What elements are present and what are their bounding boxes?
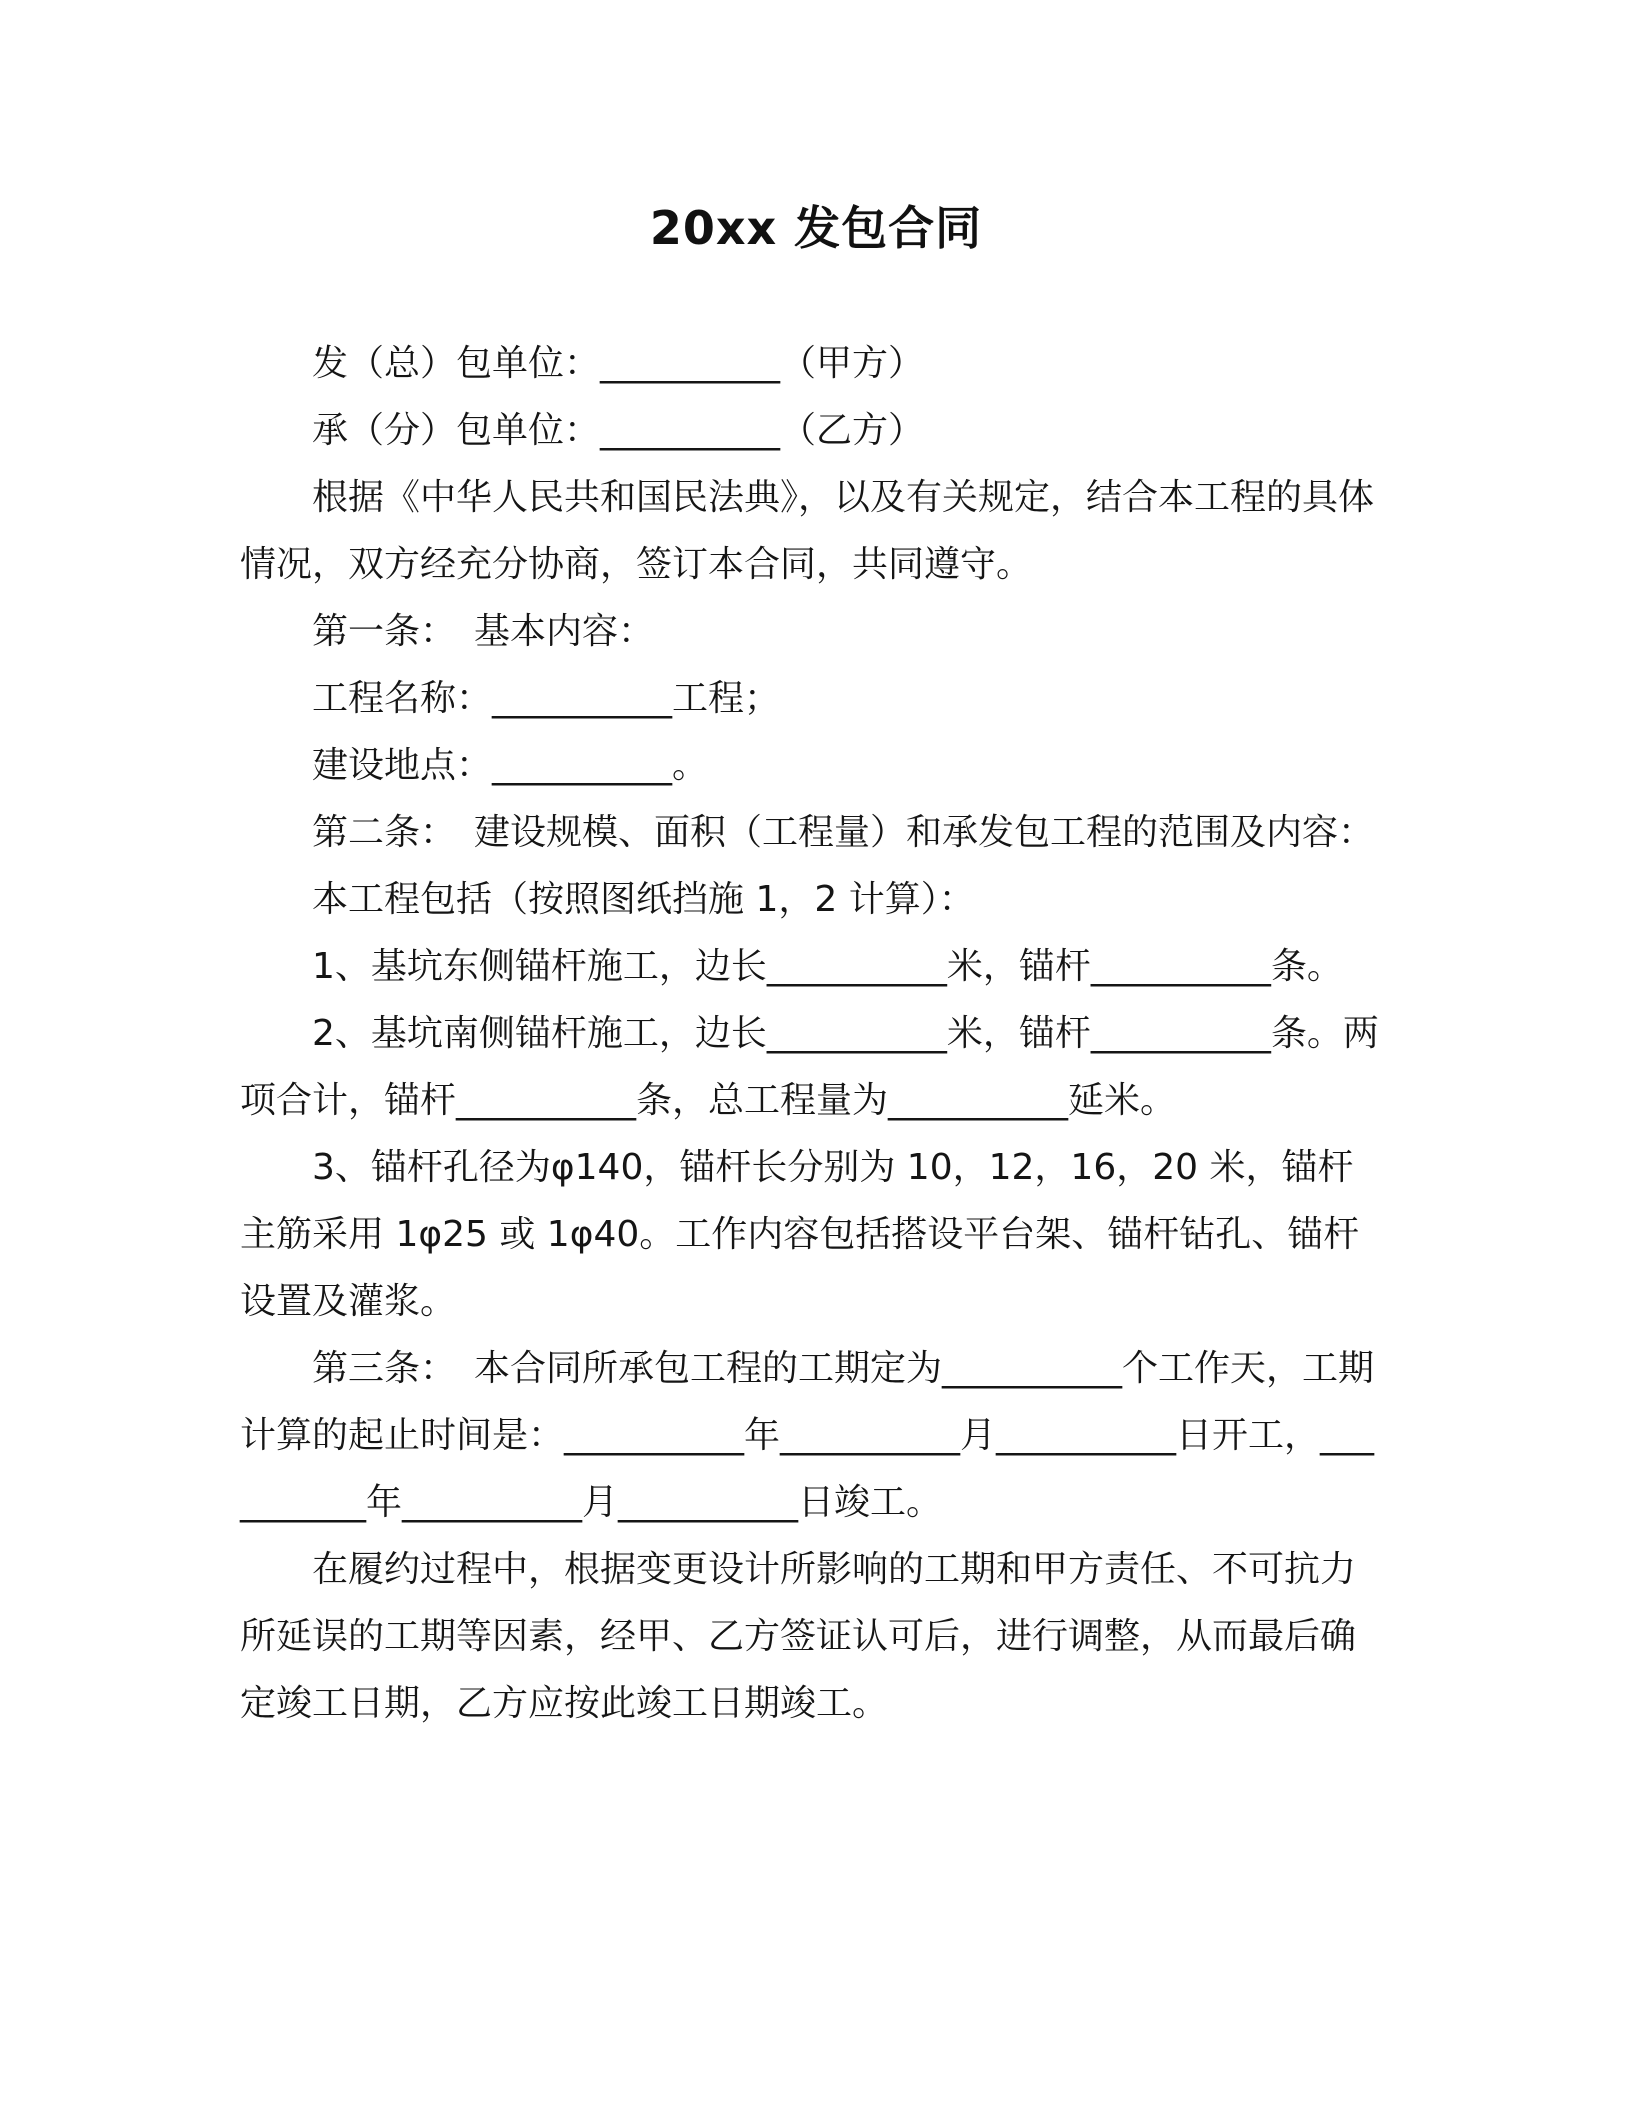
paragraph-subcontractor: 承（分）包单位：__________（乙方） xyxy=(312,410,925,451)
construction-site-line: 建设地点：__________。 xyxy=(312,745,709,786)
paragraph-basis: 根据《中华人民共和国民法典》，以及有关规定，结合本工程的具体情况，双方经充分协商，签订本合同，共同遵守。 xyxy=(240,477,1375,585)
scope-intro: 本工程包括（按照图纸挡施 1，2 计算）： xyxy=(312,879,975,920)
scope-item-2: 2、基坑南侧锚杆施工，边长__________米，锚杆__________条。两项合计，锚杆__________条，总工程量为__________延米。 xyxy=(240,1013,1379,1121)
article-2-heading: 第二条： 建设规模、面积（工程量）和承发包工程的范围及内容： xyxy=(312,812,1375,853)
paragraph-contractor: 发（总）包单位：__________（甲方） xyxy=(312,343,925,384)
document-title: 20xx 发包合同 xyxy=(649,201,983,255)
project-name-line: 工程名称：__________工程； xyxy=(312,678,781,719)
article-3-schedule: 第三条： 本合同所承包工程的工期定为__________个工作天，工期计算的起止时间是：__________年__________月__________日开工，__________年__________月__________日竣工。 xyxy=(240,1348,1375,1523)
document-body xyxy=(240,330,1380,1737)
schedule-adjustment-paragraph: 在履约过程中，根据变更设计所影响的工期和甲方责任、不可抗力所延误的工期等因素，经甲、乙方签证认可后，进行调整，从而最后确定竣工日期，乙方应按此竣工日期竣工。 xyxy=(240,1549,1357,1724)
scope-item-3: 3、锚杆孔径为φ140，锚杆长分别为 10，12，16，20 米，锚杆主筋采用 1φ25 或 1φ40。工作内容包括搭设平台架、锚杆钻孔、锚杆设置及灌浆。 xyxy=(240,1147,1360,1322)
article-1-heading: 第一条： 基本内容： xyxy=(312,611,655,652)
scope-item-1: 1、基坑东侧锚杆施工，边长__________米，锚杆__________条。 xyxy=(312,946,1343,987)
